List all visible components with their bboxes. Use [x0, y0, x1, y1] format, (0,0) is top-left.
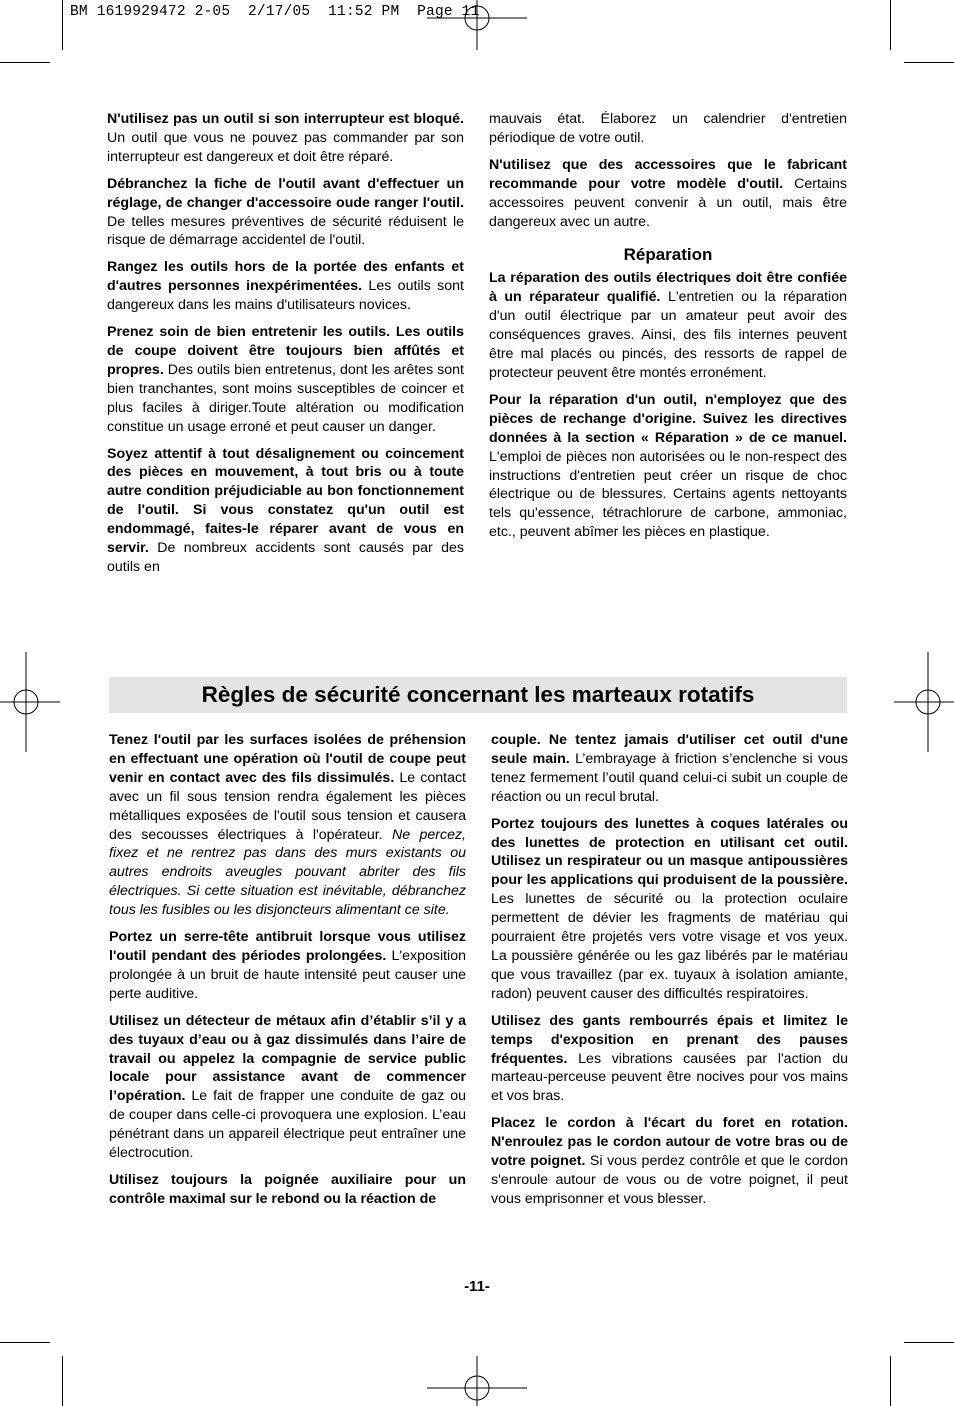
rule-paragraph: N'utilisez pas un outil si son interrupteur est bloqué. Un outil que vous ne pouvez pas commander par son interrupteur est dangereux et doit être réparé. — [107, 111, 464, 165]
rule-paragraph: Utilisez des gants rembourrés épais et limitez le temps d'exposition en prenant des pauses fréquentes. Les vibrations causées par l'action du marteau-perceuse peuvent être nocives pour vos mains et vos bras. — [491, 1012, 848, 1105]
rule-paragraph: Utilisez toujours la poignée auxiliaire pour un contrôle maximal sur le rebond ou la réaction de — [109, 1171, 466, 1207]
rule-paragraph: N'utilisez que des accessoires que le fabricant recommande pour votre modèle d'outil. Certains accessoires peuvent convenir à un outil, mais être dangereux avec un autre. — [489, 156, 847, 230]
bottom-left-column — [109, 731, 466, 1217]
rule-paragraph: Portez toujours des lunettes à coques latérales ou des lunettes de protection en utilisant cet outil. Utilisez un respirateur ou un masque antipoussières pour les applications qui produisent de la poussière. Les lunettes de sécurité ou la protection oculaire permettent de dévier les fragments de matériau qui pourraient être projetés vers votre visage et vos yeux. La poussière générée ou les gaz libérés par le matériau que vous travaillez (par ex. tuyaux à isolation amiante, radon) peuvent causer des difficultés respiratoires. — [491, 815, 848, 1002]
registration-mark-top — [427, 0, 527, 50]
registration-mark-right — [894, 652, 954, 752]
reparation-heading: Réparation — [623, 245, 713, 265]
registration-mark-left — [0, 652, 60, 752]
registration-mark-bottom — [427, 1356, 527, 1406]
rule-paragraph: Portez un serre-tête antibruit lorsque vous utilisez l'outil pendant des périodes prolongées. L'exposition prolongée à un bruit de haute intensité peut causer une perte auditive. — [109, 929, 466, 1002]
rule-paragraph: La réparation des outils électriques doit être confiée à un réparateur qualifié. L'entretien ou la réparation d'un outil électrique par un amateur peut avoir des conséquences graves. Ainsi, des fils internes peuvent être mal placés ou pincés, des ressorts de rappel de protecteur peuvent être montés erronément. — [489, 270, 847, 381]
crop-mark — [62, 0, 63, 50]
crop-mark — [0, 62, 50, 63]
bottom-right-column — [491, 731, 848, 1217]
crop-mark — [890, 0, 891, 50]
rule-paragraph: Utilisez un détecteur de métaux afin d’établir s’il y a des tuyaux d’eau ou à gaz dissimulés dans l’aire de travail ou appelez la compagnie de service public locale pour assistance avant de commencer l’opération. Le fait de frapper une conduite de gaz ou de couper dans celle-ci provoquera une explosion. L’eau pénétrant dans un appareil électrique peut entraîner une électrocution. — [109, 1012, 466, 1162]
rule-paragraph: Soyez attentif à tout désalignement ou coincement des pièces en mouvement, à tout bris ou à toute autre condition préjudiciable au bon fonctionnement de l'outil. Si vous constatez qu'un outil est endommagé, faites-le réparer avant de vous en servir. De nombreux accidents sont causés par des outils en — [107, 445, 464, 575]
crop-mark — [904, 1342, 954, 1343]
rule-paragraph: Débranchez la fiche de l'outil avant d'effectuer un réglage, de changer d'accessoire oude ranger l'outil. De telles mesures préventives de sécurité réduisent le risque de démarrage accidentel de l'outil. — [107, 175, 464, 249]
section-title-banner — [109, 677, 847, 713]
crop-mark — [890, 1356, 891, 1406]
crop-mark — [904, 62, 954, 63]
rule-paragraph-continued: mauvais état. Élaborez un calendrier d'entretien périodique de votre outil. — [489, 111, 847, 146]
rule-paragraph: Placez le cordon à l'écart du foret en rotation. N'enroulez pas le cordon autour de votre bras ou de votre poignet. Si vous perdez contrôle et que le cordon s'enroule autour de vous ou de votre poignet, il peut vous emprisonner et vous blesser. — [491, 1115, 848, 1207]
section-title: Règles de sécurité concernant les marteaux rotatifs — [201, 682, 755, 707]
rule-paragraph: Tenez l'outil par les surfaces isolées de préhension en effectuant une opération où l'outil de coupe peut venir en contact avec des fils dissimulés. Le contact avec un fil sous tension rendra également les pièces métalliques exposées de l'outil sous tension et causera des secousses électriques à l'opérateur. Ne percez, fixez et ne rentrez pas dans des murs existants ou autres endroits aveugles pouvant abriter des fils électriques. Si cette situation est inévitable, débranchez tous les fusibles ou les disjoncteurs alimentant ce site. — [109, 732, 466, 919]
print-slug: BM 1619929472 2-05 2/17/05 11:52 PM Page 11 — [70, 4, 480, 20]
crop-mark — [62, 1356, 63, 1406]
rule-paragraph: Pour la réparation d'un outil, n'employez que des pièces de rechange d'origine. Suivez les directives données à la section « Réparation » de ce manuel. L'emploi de pièces non autorisées ou le non-respect des instructions d'entretien peut créer un risque de choc électrique ou de blessures. Certains agents nettoyants tels qu'essence, tétrachlorure de carbone, ammoniac, etc., peuvent abîmer les pièces en plastique. — [489, 391, 847, 541]
crop-mark — [0, 1342, 50, 1343]
rule-paragraph: Prenez soin de bien entretenir les outils. Les outils de coupe doivent être toujours bien affûtés et propres. Des outils bien entretenus, dont les arêtes sont bien tranchantes, sont moins susceptibles de coincer et plus faciles à diriger.Toute altération ou modification constitue un usage erroné et peut causer un danger. — [107, 324, 464, 435]
top-right-column — [489, 110, 847, 550]
rule-paragraph: Rangez les outils hors de la portée des enfants et d'autres personnes inexpérimentées. Les outils sont dangereux dans les mains d'utilisateurs novices. — [107, 259, 464, 314]
page-number: -11- — [464, 1278, 490, 1295]
top-left-column — [107, 110, 464, 585]
rule-paragraph: couple. Ne tentez jamais d'utiliser cet outil d'une seule main. L’embrayage à friction s’enclenche si vous tenez fermement l’outil quand celui-ci subit un couple de réaction ou un recul brutal. — [491, 732, 848, 805]
